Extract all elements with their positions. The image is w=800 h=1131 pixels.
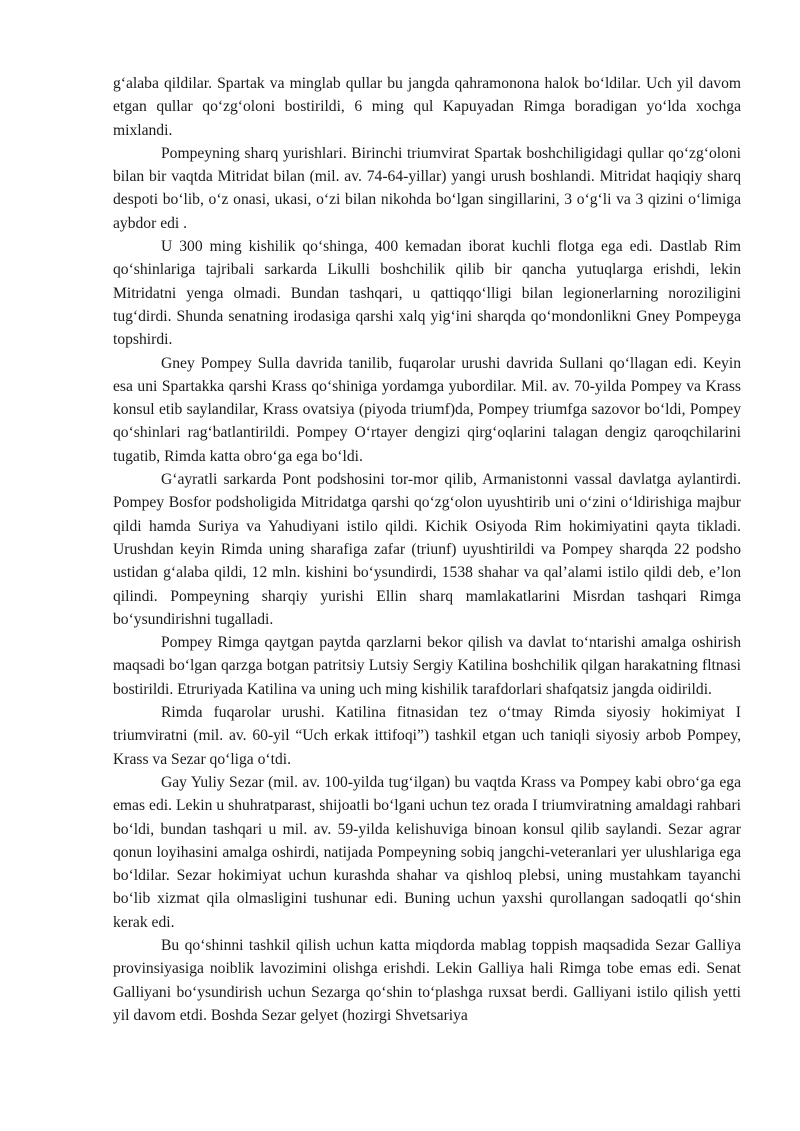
paragraph-6: Pompey Rimga qaytgan paytda qarzlarni bekor qilish va davlat to‘ntarishi amalga oshirish maqsadi bo‘lgan qarzga botgan patritsiy Lutsiy Sergiy Katilina boshchilik qilgan harakatning fltnasi bostirildi. Etruriyada Katilina va uning uch ming kishilik tarafdorlari shafqatsiz jangda oidirildi. — [113, 634, 741, 698]
paragraph-1: g‘alaba qildilar. Spartak va minglab qullar bu jangda qahramonona halok bo‘ldilar. Uch yil davom etgan qullar qo‘zg‘oloni bostirildi, 6 ming qul Kapuyadan Rimga boradigan yo‘lda xochga mixlandi. — [113, 75, 741, 139]
paragraph-5: G‘ayratli sarkarda Pont podshosini tor-mor qilib, Armanistonni vassal davlatga aylantirdi. Pompey Bosfor podsholigida Mitridatga qarshi qo‘zg‘olon uyushtirib uni o‘zini o‘ldirishiga majbur qildi hamda Suriya va Yahudiyani istilo qildi. Kichik Osiyoda Rim hokimiyatini qayta tikladi. Urushdan keyin Rimda uning sharafiga zafar (triunf) uyushtirildi va Pompey sharqda 22 podsho ustidan g‘alaba qildi, 12 mln. kishini bo‘ysundirdi, 1538 shahar va qal’alami istilo qildi deb, e’lon qilindi. Pompeyning sharqiy yurishi Ellin sharq mamlakatlarini Misrdan tashqari Rimga bo‘ysundirishni tugalladi. — [113, 471, 741, 628]
paragraph-8: Gay Yuliy Sezar (mil. av. 100-yilda tug‘ilgan) bu vaqtda Krass va Pompey kabi obro‘ga ega emas edi. Lekin u shuhratparast, shijoatli bo‘lgani uchun tez orada I triumviratning amaldagi rahbari bo‘ldi, bundan tashqari u mil. av. 59-yilda kelishuviga binoan konsul qilib saylandi. Sezar agrar qonun loyihasini amalga oshirdi, natijada Pompeyning sobiq jangchi-veteranlari yer ulushlariga ega bo‘ldilar. Sezar hokimiyat uchun kurashda shahar va qishloq plebsi, uning mustahkam tayanchi bo‘lib xizmat qila olmasligini tushunar edi. Buning uchun yaxshi qurollangan sadoqatli qo‘shin kerak edi. — [113, 773, 741, 931]
paragraph-2: Pompeyning sharq yurishlari. Birinchi triumvirat Spartak boshchiligidagi qullar qo‘zg‘oloni bilan bir vaqtda Mitridat bilan (mil. av. 74-64-yillar) yangi urush boshlandi. Mitridat haqiqiy sharq despoti bo‘lib, o‘z onasi, ukasi, o‘zi bilan nikohda bo‘lgan singillarini, 3 o‘g‘li va 3 qizini o‘limiga aybdor edi . — [113, 144, 741, 232]
paragraph-7: Rimda fuqarolar urushi. Katilina fitnasidan tez o‘tmay Rimda siyosiy hokimiyat I triumviratni (mil. av. 60-yil “Uch erkak ittifoqi”) tashkil etgan uch taniqli siyosiy arbob Pompey, Krass va Sezar qo‘liga o‘tdi. — [113, 704, 741, 768]
paragraph-4: Gney Pompey Sulla davrida tanilib, fuqarolar urushi davrida Sullani qo‘llagan edi. Keyin esa uni Spartakka qarshi Krass qo‘shiniga yordamga yubordilar. Mil. av. 70-yilda Pompey va Krass konsul etib saylandilar, Krass ovatsiya (piyoda triumf)da, Pompey triumfga sazovor bo‘ldi, Pompey qo‘shinlari rag‘batlantirildi. Pompey O‘rtayer dengizi qirg‘oqlarini talagan dengiz qaroqchilarini tugatib, Rimda katta obro‘ga ega bo‘ldi. — [113, 354, 741, 465]
paragraph-3: U 300 ming kishilik qo‘shinga, 400 kemadan iborat kuchli flotga ega edi. Dastlab Rim qo‘shinlariga tajribali sarkarda Likulli boshchilik qilib bir qancha yutuqlarga erishdi, lekin Mitridatni yenga olmadi. Bundan tashqari, u qattiqqo‘lligi bilan legionerlarning noroziligini tug‘dirdi. Shunda senatning irodasiga qarshi xalq yig‘ini sharqda qo‘mondonlikni Gney Pompeyga topshirdi. — [113, 238, 741, 349]
paragraph-9: Bu qo‘shinni tashkil qilish uchun katta miqdorda mablag toppish maqsadida Sezar Galliya provinsiyasiga noiblik lavozimini olishga erishdi. Lekin Galliya hali Rimga tobe emas edi. Senat Galliyani bo‘ysundirish uchun Sezarga qo‘shin to‘plashga ruxsat berdi. Galliyani istilo qilish yetti yil davom etdi. Boshda Sezar gelyet (hozirgi Shvetsariya — [113, 936, 741, 1024]
document-body — [113, 72, 741, 1027]
